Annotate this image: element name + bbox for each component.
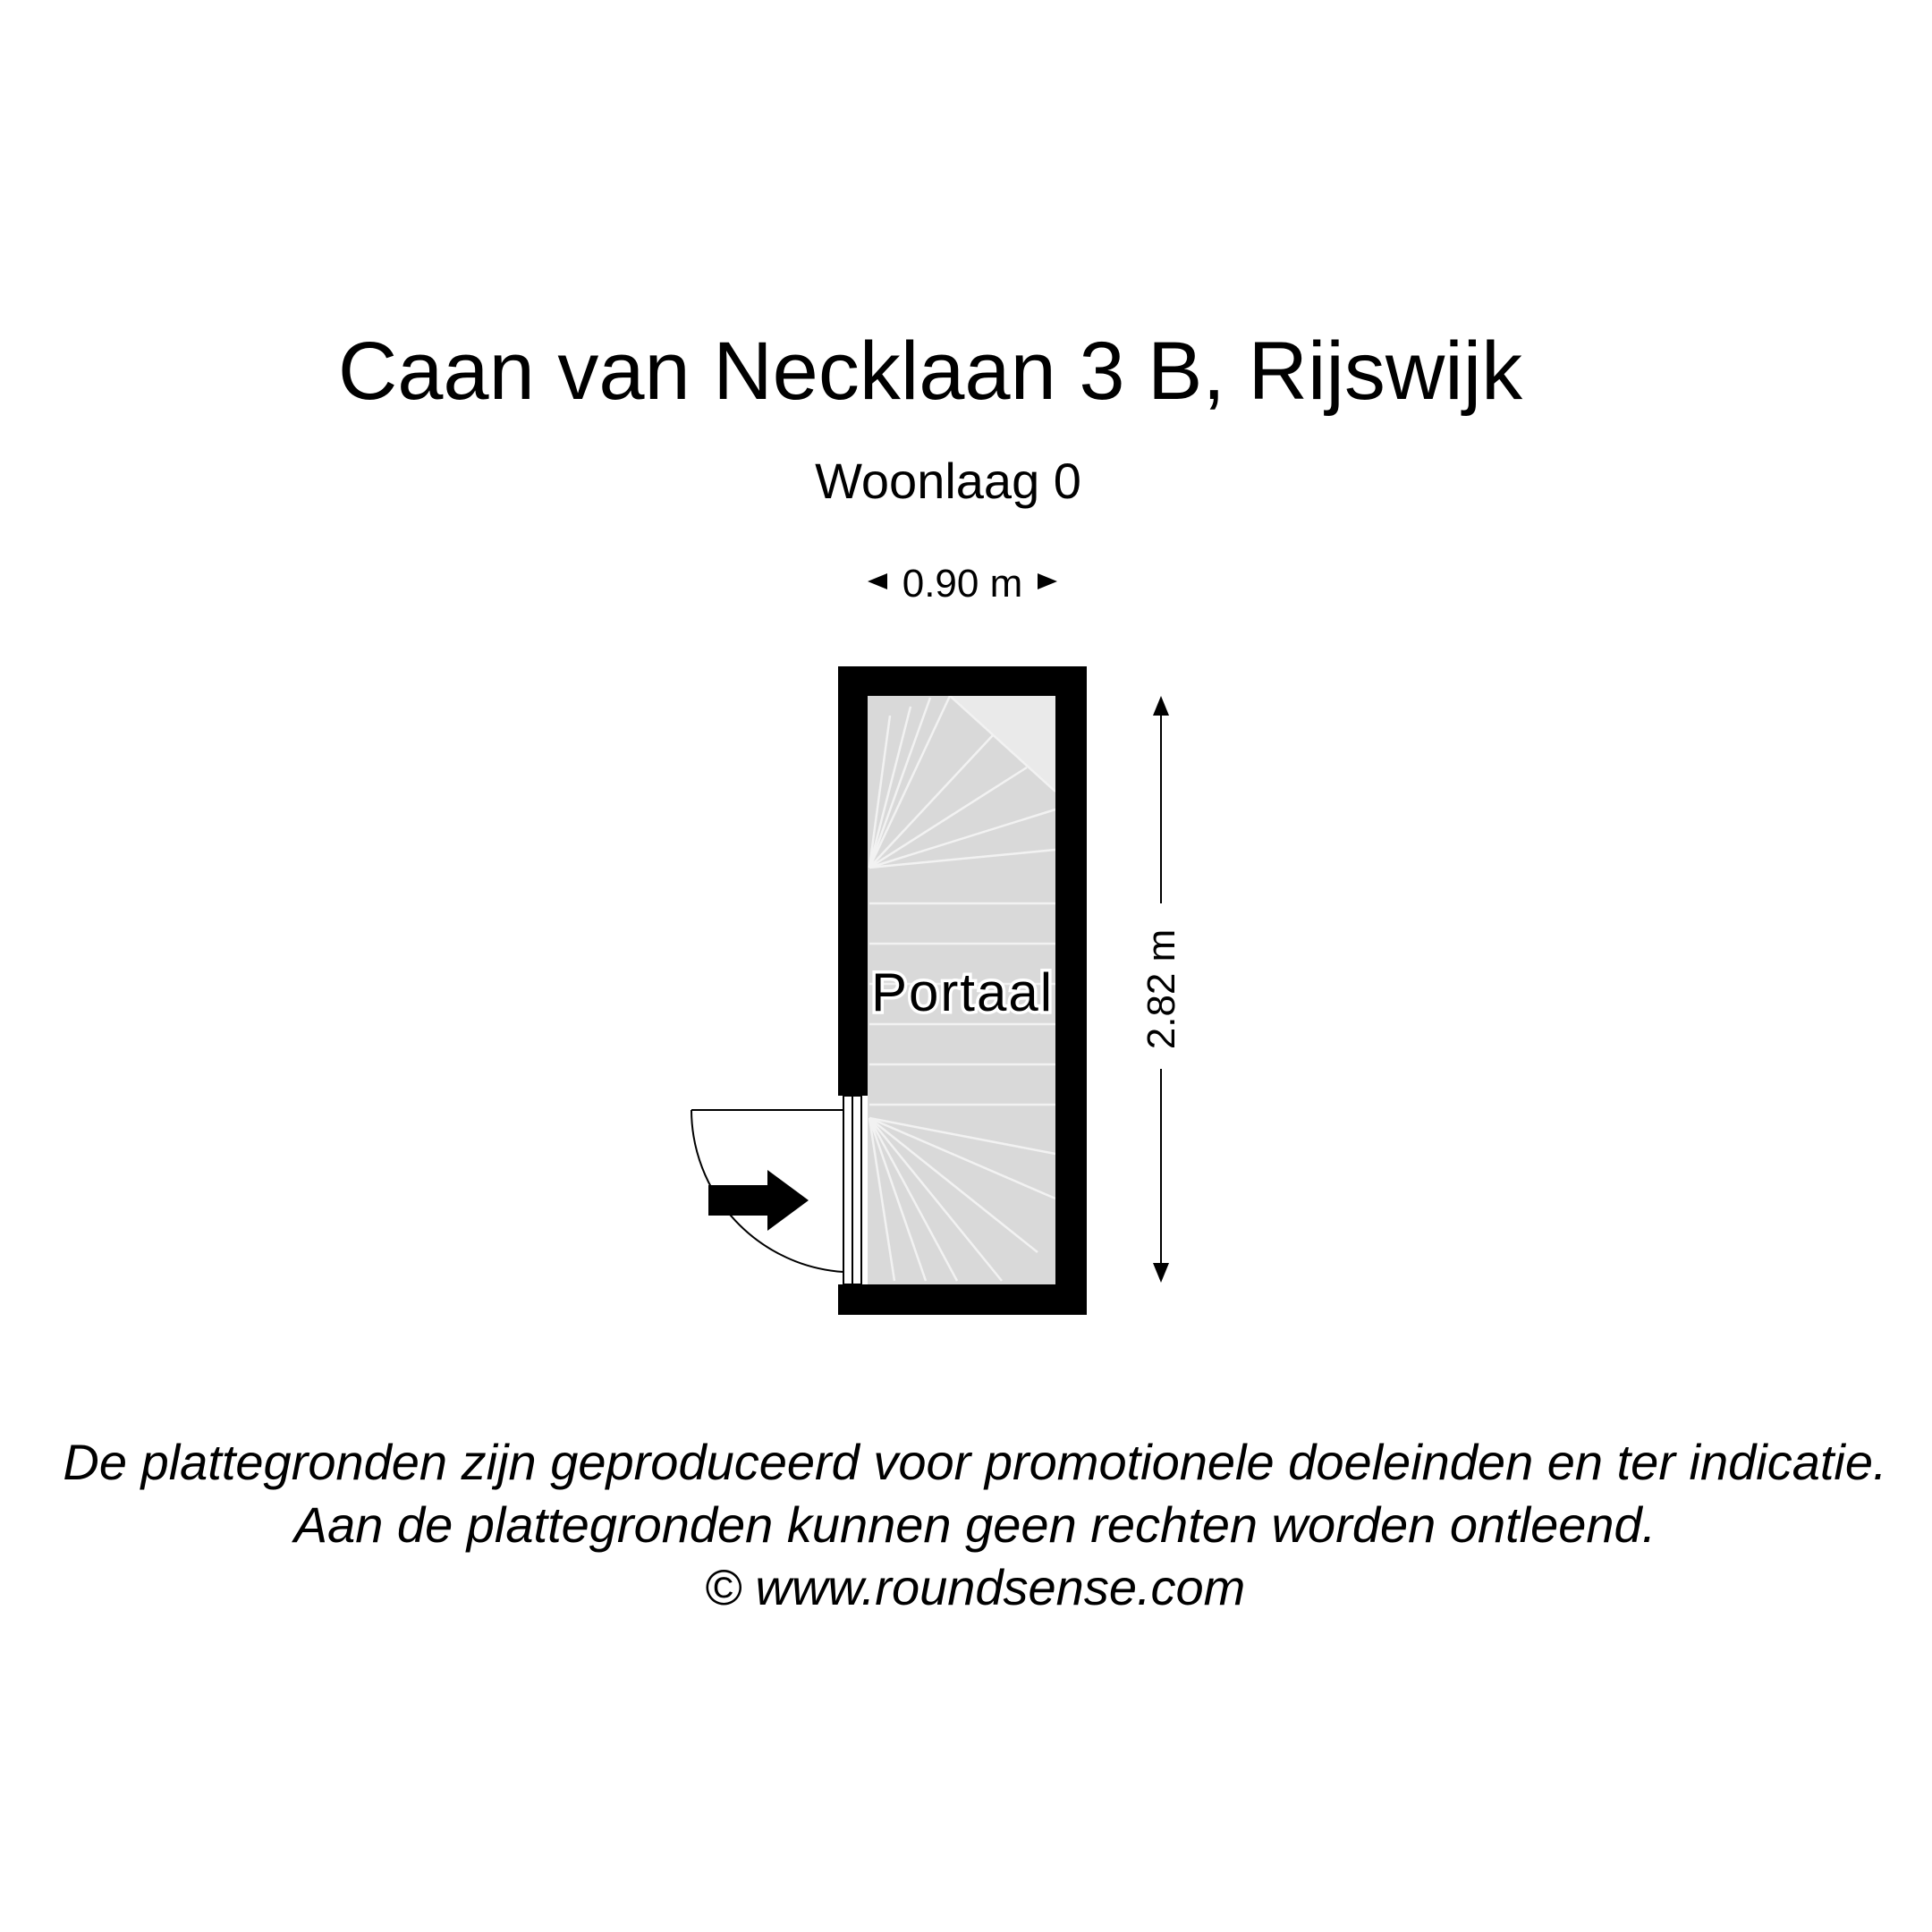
wall-left-upper <box>838 666 868 1096</box>
disclaimer-line-2: Aan de plattegronden kunnen geen rechten worden ontleend. <box>293 1496 1657 1553</box>
floor-subtitle: Woonlaag 0 <box>815 453 1081 509</box>
width-arrow-left-icon <box>868 573 887 589</box>
plan-title: Caan van Necklaan 3 B, Rijswijk <box>337 326 1523 417</box>
disclaimer <box>0 1431 1932 1619</box>
length-dimension <box>1140 696 1183 1283</box>
door-frame <box>843 1096 861 1284</box>
length-arrow-down-icon <box>1153 1263 1169 1283</box>
length-arrow-up-icon <box>1153 696 1169 716</box>
entrance-arrow-icon <box>708 1170 809 1231</box>
wall-right <box>1055 666 1087 1315</box>
width-dimension <box>868 562 1057 606</box>
wall-top <box>838 666 1087 696</box>
room-label: Portaal <box>870 962 1055 1022</box>
wall-left-lower <box>838 1284 868 1315</box>
width-arrow-right-icon <box>1038 573 1057 589</box>
length-label: 2.82 m <box>1140 928 1183 1050</box>
copyright-link[interactable]: © www.roundsense.com <box>704 1559 1246 1615</box>
width-label: 0.90 m <box>902 562 1023 606</box>
wall-bottom <box>838 1284 1087 1315</box>
disclaimer-line-1: De plattegronden zijn geproduceerd voor promotionele doeleinden en ter indicatie. <box>63 1434 1887 1490</box>
